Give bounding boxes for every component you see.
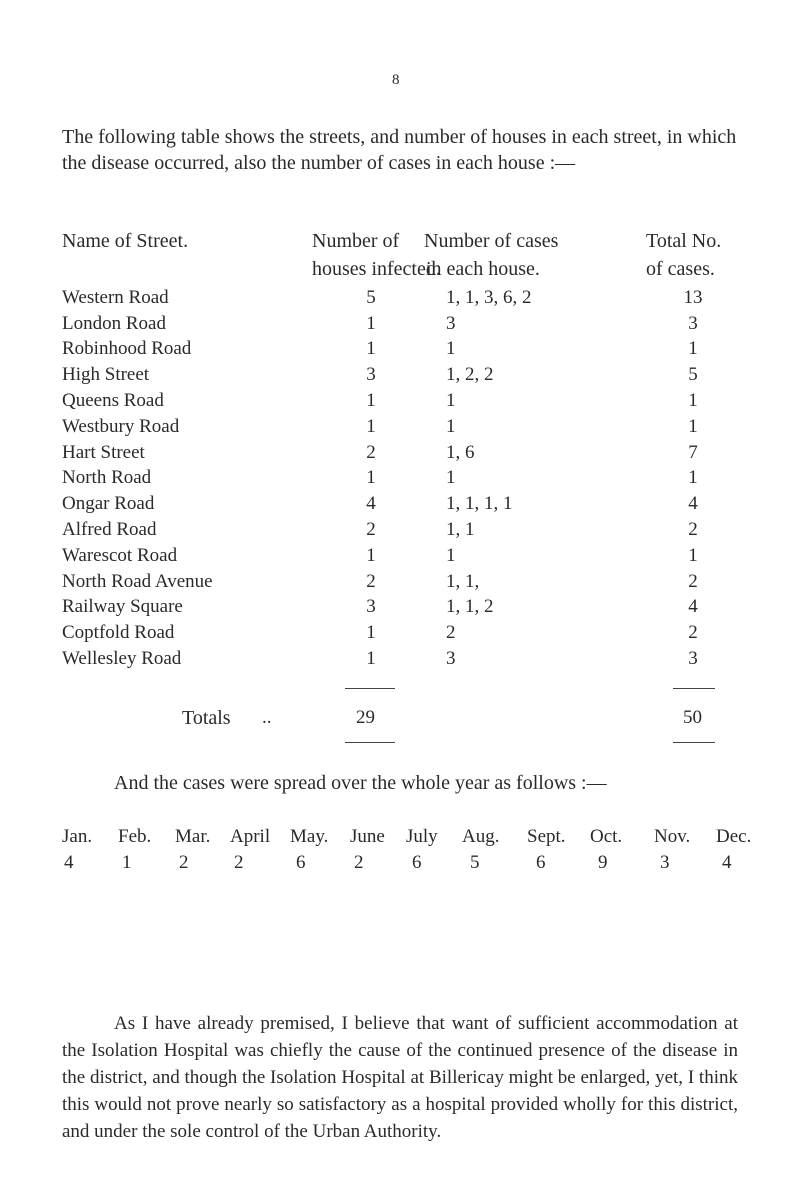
street-name: High Street: [62, 364, 150, 385]
totals-rule-top-cases: [673, 688, 715, 689]
houses-infected: 2: [366, 442, 376, 463]
street-name: Hart Street: [62, 442, 145, 463]
closing-text: As I have already premised, I believe that want of sufficient accommodation at the Isolation Hospital was chiefly the cause of the continued presence of the disease in the district, and though the Isolation Hospital at Billericay might be enlarged, yet, I think this would not prove nearly so satisfactory as a hospital provided wholly for this district, and under the sole control of the Urban Authority.: [62, 1013, 738, 1142]
cases-per-house: 2: [446, 622, 456, 643]
month-label: Sept.: [527, 826, 566, 847]
houses-infected: 4: [366, 493, 376, 514]
header-total-line2: of cases.: [646, 258, 715, 280]
street-name: Alfred Road: [62, 519, 157, 540]
header-houses-line2: houses infected.: [312, 258, 441, 280]
month-label: Nov.: [654, 826, 691, 847]
totals-rule-bottom-houses: [345, 742, 395, 743]
month-count: 6: [536, 852, 546, 873]
houses-infected: 1: [366, 622, 376, 643]
month-count: 2: [179, 852, 189, 873]
spread-text: And the cases were spread over the whole year as follows :—: [114, 772, 607, 794]
month-label: May.: [290, 826, 329, 847]
cases-per-house: 1, 1: [446, 519, 475, 540]
month-label: Mar.: [175, 826, 211, 847]
total-cases: 1: [688, 467, 698, 488]
totals-dots: ..: [262, 707, 272, 728]
total-cases: 13: [683, 287, 703, 308]
cases-per-house: 1, 2, 2: [446, 364, 494, 385]
month-count: 4: [64, 852, 74, 873]
month-label: Dec.: [716, 826, 752, 847]
month-count: 6: [296, 852, 306, 873]
month-count: 3: [660, 852, 670, 873]
month-count: 6: [412, 852, 422, 873]
street-name: London Road: [62, 313, 166, 334]
intro-paragraph: [62, 124, 738, 176]
houses-infected: 1: [366, 313, 376, 334]
houses-infected: 1: [366, 416, 376, 437]
month-count: 4: [722, 852, 732, 873]
cases-per-house: 1, 6: [446, 442, 475, 463]
houses-infected: 1: [366, 338, 376, 359]
total-cases: 2: [688, 571, 698, 592]
street-name: North Road: [62, 467, 152, 488]
houses-infected: 2: [366, 571, 376, 592]
totals-cases: 50: [683, 707, 702, 728]
cases-per-house: 1, 1, 3, 6, 2: [446, 287, 532, 308]
header-total-line1: Total No.: [646, 230, 722, 252]
street-name: Warescot Road: [62, 545, 178, 566]
totals-rule-top-houses: [345, 688, 395, 689]
totals-rule-bottom-cases: [673, 742, 715, 743]
total-cases: 2: [688, 622, 698, 643]
total-cases: 3: [688, 313, 698, 334]
houses-infected: 1: [366, 467, 376, 488]
month-label: July: [406, 826, 438, 847]
total-cases: 4: [688, 493, 698, 514]
header-cases-line1: Number of cases: [424, 230, 559, 252]
month-count: 5: [470, 852, 480, 873]
cases-per-house: 1: [446, 338, 456, 359]
page-number: 8: [392, 72, 400, 88]
street-name: Queens Road: [62, 390, 164, 411]
houses-infected: 2: [366, 519, 376, 540]
street-name: North Road Avenue: [62, 571, 213, 592]
total-cases: 4: [688, 596, 698, 617]
houses-infected: 5: [366, 287, 376, 308]
total-cases: 7: [688, 442, 698, 463]
cases-per-house: 1, 1,: [446, 571, 480, 592]
street-name: Western Road: [62, 287, 169, 308]
closing-paragraph: [62, 1010, 738, 1145]
total-cases: 1: [688, 545, 698, 566]
header-street: Name of Street.: [62, 230, 189, 252]
month-label: Aug.: [462, 826, 500, 847]
cases-per-house: 1: [446, 390, 456, 411]
houses-infected: 1: [366, 648, 376, 669]
cases-per-house: 1, 1, 1, 1: [446, 493, 513, 514]
total-cases: 1: [688, 390, 698, 411]
header-houses-line1: Number of: [312, 230, 400, 252]
totals-houses: 29: [356, 707, 375, 728]
month-count: 2: [354, 852, 364, 873]
cases-per-house: 3: [446, 648, 456, 669]
intro-text: The following table shows the streets, and number of houses in each street, in which the disease occurred, also the number of cases in each house :—: [62, 126, 737, 174]
street-name: Robinhood Road: [62, 338, 192, 359]
total-cases: 1: [688, 416, 698, 437]
month-label: June: [350, 826, 385, 847]
month-label: Jan.: [62, 826, 93, 847]
houses-infected: 1: [366, 545, 376, 566]
totals-label: Totals: [182, 707, 231, 729]
street-name: Ongar Road: [62, 493, 155, 514]
month-count: 2: [234, 852, 244, 873]
month-label: April: [230, 826, 271, 847]
street-name: Westbury Road: [62, 416, 180, 437]
houses-infected: 1: [366, 390, 376, 411]
month-label: Feb.: [118, 826, 152, 847]
cases-per-house: 1: [446, 416, 456, 437]
cases-per-house: 1: [446, 545, 456, 566]
street-name: Coptfold Road: [62, 622, 175, 643]
cases-per-house: 3: [446, 313, 456, 334]
total-cases: 2: [688, 519, 698, 540]
total-cases: 3: [688, 648, 698, 669]
total-cases: 1: [688, 338, 698, 359]
street-name: Railway Square: [62, 596, 183, 617]
houses-infected: 3: [366, 596, 376, 617]
cases-per-house: 1, 1, 2: [446, 596, 494, 617]
month-label: Oct.: [590, 826, 623, 847]
header-cases-line2: in each house.: [426, 258, 540, 280]
month-count: 1: [122, 852, 132, 873]
month-count: 9: [598, 852, 608, 873]
houses-infected: 3: [366, 364, 376, 385]
total-cases: 5: [688, 364, 698, 385]
street-name: Wellesley Road: [62, 648, 182, 669]
cases-per-house: 1: [446, 467, 456, 488]
